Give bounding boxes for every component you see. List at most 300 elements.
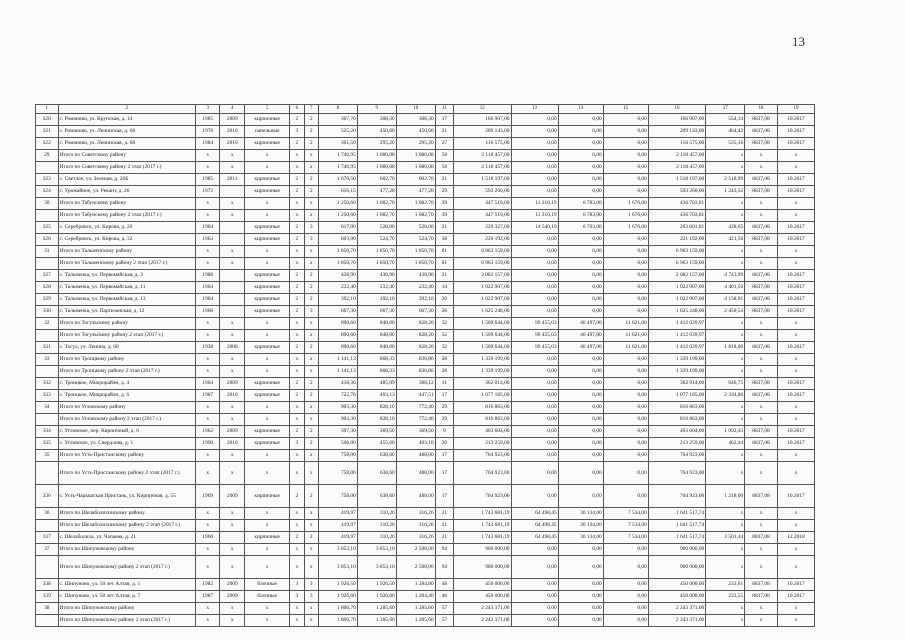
table-cell: 1969: [195, 485, 220, 508]
table-cell: х: [745, 462, 778, 485]
table-cell: х: [245, 615, 290, 627]
table-cell: х: [220, 603, 245, 615]
table-cell: х: [777, 520, 814, 532]
table-cell: 17: [435, 390, 453, 402]
table-cell: 477,28: [396, 186, 435, 198]
table-cell: 57: [435, 603, 453, 615]
table-cell: 428,65: [706, 222, 745, 234]
table-cell: 8837,08: [745, 222, 778, 234]
table-cell: 0,00: [603, 282, 648, 294]
table-cell: 2 082 157,00: [648, 270, 705, 282]
table-cell: 421,56: [706, 234, 745, 246]
table-cell: 438,90: [357, 270, 396, 282]
table-cell: 1 412 039,97: [648, 318, 705, 330]
table-cell: х: [777, 603, 814, 615]
table-cell: 0,00: [603, 462, 648, 485]
table-cell: кирпичные: [245, 532, 290, 544]
table-cell: х: [777, 450, 814, 462]
table-cell: Итого по Угловскому району: [58, 402, 195, 414]
table-cell: 336: [36, 485, 59, 508]
table-cell: 1964: [195, 294, 220, 306]
table-cell: [220, 270, 245, 282]
table-cell: х: [195, 162, 220, 174]
table-cell: 0,00: [558, 426, 603, 438]
table-cell: 322: [36, 138, 59, 150]
total-row: [36, 544, 815, 556]
table-cell: 0,00: [603, 174, 648, 186]
table-cell: 2: [304, 186, 318, 198]
table-cell: 2 118 457,00: [648, 150, 705, 162]
table-cell: 0,00: [603, 234, 648, 246]
table-cell: 203 601,81: [648, 222, 705, 234]
table-cell: 17: [435, 114, 453, 126]
table-cell: 332: [36, 378, 59, 390]
table-cell: 0,00: [511, 126, 558, 138]
table-cell: [220, 282, 245, 294]
table-cell: 333: [36, 390, 59, 402]
table-cell: 506,00: [318, 438, 357, 450]
table-cell: 1 412 039,97: [648, 330, 705, 342]
total-row: [36, 615, 815, 627]
table-cell: 64 498,45: [511, 508, 558, 520]
table-cell: х: [706, 150, 745, 162]
table-cell: 321: [36, 126, 59, 138]
table-cell: 10.2017: [777, 222, 814, 234]
table-cell: [220, 234, 245, 246]
table-cell: 8837,08: [745, 114, 778, 126]
table-cell: 0,00: [511, 438, 558, 450]
table-cell: 33: [36, 354, 59, 366]
total-row: [36, 162, 815, 174]
table-cell: 0,00: [511, 579, 558, 591]
table-cell: 2011: [220, 174, 245, 186]
table-cell: 1 082,70: [396, 198, 435, 210]
table-cell: [36, 258, 59, 270]
table-cell: 2009: [220, 591, 245, 603]
table-cell: х: [745, 556, 778, 579]
table-cell: 3: [290, 591, 304, 603]
table-cell: 828,10: [357, 414, 396, 426]
table-cell: 0,00: [511, 591, 558, 603]
table-cell: х: [745, 330, 778, 342]
table-cell: 450,60: [396, 126, 435, 138]
table-cell: 8837,08: [745, 378, 778, 390]
table-cell: 764 923,00: [648, 462, 705, 485]
table-cell: 64 498,45: [511, 520, 558, 532]
table-cell: х: [304, 414, 318, 426]
table-cell: х: [245, 210, 290, 222]
table-cell: 367,70: [318, 114, 357, 126]
table-cell: 233,61: [706, 579, 745, 591]
table-cell: х: [745, 366, 778, 378]
table-cell: 39: [435, 198, 453, 210]
table-cell: 2 508,00: [396, 556, 435, 579]
table-cell: 10.2017: [777, 138, 814, 150]
table-cell: 1 339 199,00: [454, 354, 511, 366]
table-cell: 48: [435, 579, 453, 591]
table-cell: кирпичные: [245, 270, 290, 282]
column-number: 9: [357, 105, 396, 114]
table-cell: 21: [435, 126, 453, 138]
table-cell: х: [195, 544, 220, 556]
table-cell: 0,00: [603, 186, 648, 198]
table-cell: х: [245, 603, 290, 615]
table-cell: 0,00: [603, 544, 648, 556]
table-cell: 1982: [195, 579, 220, 591]
table-cell: кирпичные: [245, 114, 290, 126]
table-cell: с. Урожайное, ул. Рекант, д. 26: [58, 186, 195, 198]
table-cell: 99 455,03: [511, 318, 558, 330]
table-cell: х: [290, 615, 304, 627]
table-row: [36, 438, 815, 450]
table-cell: кирпичные: [245, 294, 290, 306]
table-cell: 32: [435, 330, 453, 342]
column-number: 14: [558, 105, 603, 114]
table-cell: 81: [435, 246, 453, 258]
column-number: 5: [245, 105, 290, 114]
table-cell: х: [706, 615, 745, 627]
total-row: [36, 414, 815, 426]
table-cell: 30 134,00: [558, 520, 603, 532]
table-cell: [36, 414, 59, 426]
table-cell: 10.2017: [777, 174, 814, 186]
table-row: [36, 222, 815, 234]
table-cell: 0,00: [511, 450, 558, 462]
table-cell: х: [745, 603, 778, 615]
table-cell: х: [220, 258, 245, 270]
table-cell: 535,16: [706, 138, 745, 150]
table-cell: 0,00: [511, 246, 558, 258]
table-cell: [220, 532, 245, 544]
table-cell: 2: [304, 282, 318, 294]
table-cell: 0,00: [603, 438, 648, 450]
table-cell: с. Тальменка, ул. Партизанская, д. 12: [58, 306, 195, 318]
table-cell: кирпичные: [245, 138, 290, 150]
table-cell: 330: [36, 306, 59, 318]
table-cell: 764 923,00: [454, 485, 511, 508]
table-cell: х: [706, 402, 745, 414]
table-cell: 28: [435, 366, 453, 378]
table-cell: 1 676,00: [603, 222, 648, 234]
table-cell: 369,50: [396, 426, 435, 438]
table-cell: 2 118 457,00: [454, 162, 511, 174]
table-cell: 1 518 197,00: [648, 174, 705, 186]
table-cell: 1 218,00: [706, 485, 745, 508]
table-cell: 1 022 907,00: [648, 294, 705, 306]
table-cell: 94: [435, 544, 453, 556]
table-cell: с. Романово, ул. Крупская, д. 14: [58, 114, 195, 126]
table-cell: 2008: [220, 342, 245, 354]
table-cell: 1 082,70: [357, 210, 396, 222]
table-cell: х: [777, 258, 814, 270]
table-cell: Итого по Шипуновскому району: [58, 544, 195, 556]
table-cell: х: [777, 556, 814, 579]
column-number: 3: [195, 105, 220, 114]
table-cell: 0,00: [558, 126, 603, 138]
table-cell: х: [220, 462, 245, 485]
table-cell: х: [195, 150, 220, 162]
table-cell: с. Усть-Чарышская Пристань, ул. Кирпичная, д. 55: [58, 485, 195, 508]
column-number: 8: [318, 105, 357, 114]
table-cell: 667,30: [396, 306, 435, 318]
table-cell: х: [290, 544, 304, 556]
table-cell: 308,30: [396, 114, 435, 126]
table-cell: с. Шипуново, ул. 50 лет Алтая, д. 5: [58, 579, 195, 591]
table-cell: 0,00: [558, 282, 603, 294]
table-cell: 308,30: [357, 114, 396, 126]
table-cell: 848,00: [357, 318, 396, 330]
table-cell: 0,00: [511, 414, 558, 426]
table-cell: 233,55: [706, 591, 745, 603]
table-cell: 316,26: [396, 520, 435, 532]
table-cell: 10.2017: [777, 591, 814, 603]
table-cell: х: [195, 366, 220, 378]
table-cell: [220, 294, 245, 306]
table-cell: 903,30: [318, 402, 357, 414]
table-cell: 1 641 517,74: [648, 532, 705, 544]
table-cell: 32: [36, 318, 59, 330]
table-row: [36, 282, 815, 294]
table-cell: 8837,08: [745, 234, 778, 246]
table-cell: х: [245, 198, 290, 210]
table-cell: 0,00: [558, 150, 603, 162]
table-cell: х: [777, 150, 814, 162]
table-cell: 419,97: [318, 520, 357, 532]
table-cell: 1 141,13: [318, 366, 357, 378]
table-cell: 1 676,00: [603, 210, 648, 222]
table-cell: 8837,08: [745, 426, 778, 438]
table-cell: 2010: [220, 438, 245, 450]
table-cell: 602,70: [396, 174, 435, 186]
table-cell: 0,00: [558, 186, 603, 198]
table-cell: 362 014,00: [454, 378, 511, 390]
table-cell: 1 806,70: [318, 603, 357, 615]
table-cell: 0,00: [558, 544, 603, 556]
table-cell: х: [304, 462, 318, 485]
table-cell: 232,40: [396, 282, 435, 294]
table-cell: 1 806,70: [318, 615, 357, 627]
table-cell: 450 000,00: [648, 579, 705, 591]
table-cell: 17: [435, 485, 453, 508]
total-row: [36, 210, 815, 222]
table-cell: 1 509 644,00: [454, 318, 511, 330]
table-cell: 0,00: [603, 294, 648, 306]
table-cell: 11 621,00: [603, 342, 648, 354]
table-cell: с. Шелаболиха, ул. Чапаева, д. 21: [58, 532, 195, 544]
table-cell: 3: [290, 126, 304, 138]
table-cell: х: [245, 162, 290, 174]
table-cell: 26: [435, 306, 453, 318]
table-cell: х: [245, 246, 290, 258]
table-cell: 602,70: [357, 174, 396, 186]
table-cell: 3 501,44: [706, 532, 745, 544]
table-cell: 1964: [195, 378, 220, 390]
table-cell: 1 509 644,00: [454, 330, 511, 342]
table-cell: 1 339 199,00: [648, 354, 705, 366]
table-cell: х: [706, 318, 745, 330]
total-row: [36, 520, 815, 532]
table-cell: 30 134,00: [558, 532, 603, 544]
table-cell: 8837,08: [745, 186, 778, 198]
table-cell: 1 850,70: [396, 258, 435, 270]
table-cell: 403 604,00: [648, 426, 705, 438]
table-cell: х: [745, 162, 778, 174]
table-cell: 0,00: [511, 258, 558, 270]
table-cell: 320: [36, 114, 59, 126]
table-cell: 1964: [195, 222, 220, 234]
table-cell: 0,00: [558, 306, 603, 318]
table-cell: 764 923,00: [454, 450, 511, 462]
table-cell: 2 450,54: [706, 306, 745, 318]
table-cell: 232,40: [357, 282, 396, 294]
table-cell: 436 703,81: [648, 198, 705, 210]
table-cell: кирпичные: [245, 342, 290, 354]
table-cell: 0,00: [603, 270, 648, 282]
table-cell: 2: [304, 438, 318, 450]
table-cell: 10.2017: [777, 114, 814, 126]
table-cell: 0,00: [558, 234, 603, 246]
table-cell: 1 743 681,19: [454, 508, 511, 520]
table-cell: Итого по Советскому району 2 этап (2017 г.): [58, 162, 195, 174]
table-cell: х: [745, 318, 778, 330]
table-cell: 3: [304, 234, 318, 246]
table-cell: х: [290, 508, 304, 520]
table-cell: 21: [435, 508, 453, 520]
table-cell: 7 534,00: [603, 520, 648, 532]
table-cell: 1 250,60: [318, 210, 357, 222]
table-cell: 397,30: [318, 426, 357, 438]
table-cell: х: [290, 198, 304, 210]
table-cell: 0,00: [511, 186, 558, 198]
table-cell: 2: [290, 270, 304, 282]
column-number: 2: [58, 105, 195, 114]
table-cell: х: [745, 150, 778, 162]
table-cell: х: [220, 402, 245, 414]
table-cell: х: [245, 150, 290, 162]
table-cell: х: [220, 520, 245, 532]
table-cell: 10.2017: [777, 485, 814, 508]
table-cell: х: [706, 246, 745, 258]
table-cell: 1960: [195, 532, 220, 544]
table-cell: 325: [36, 222, 59, 234]
table-cell: Итого по Шелаболихинскому району 2 этап (2017 г.): [58, 520, 195, 532]
table-cell: 0,00: [603, 114, 648, 126]
table-row: [36, 234, 815, 246]
table-cell: 1 141,13: [318, 354, 357, 366]
table-cell: х: [745, 544, 778, 556]
table-cell: х: [304, 508, 318, 520]
table-cell: 337: [36, 532, 59, 544]
table-cell: 2: [304, 138, 318, 150]
table-cell: 10.2017: [777, 282, 814, 294]
table-cell: х: [245, 354, 290, 366]
table-cell: х: [290, 462, 304, 485]
table-cell: 0,00: [603, 556, 648, 579]
table-cell: 1 285,60: [357, 603, 396, 615]
table-cell: 2010: [220, 390, 245, 402]
table-cell: 1 250,60: [318, 198, 357, 210]
table-cell: 316,26: [396, 508, 435, 520]
table-cell: х: [304, 556, 318, 579]
table-cell: 0,00: [511, 366, 558, 378]
table-cell: 338: [36, 579, 59, 591]
table-cell: х: [220, 544, 245, 556]
table-cell: 166 907,00: [454, 114, 511, 126]
table-cell: х: [220, 556, 245, 579]
table-cell: х: [745, 198, 778, 210]
table-cell: 213 259,00: [648, 438, 705, 450]
table-cell: 339: [36, 591, 59, 603]
table-row: [36, 579, 815, 591]
table-cell: с. Тальменка, ул. Первомайская, д. 3: [58, 270, 195, 282]
table-cell: 1 743 681,19: [454, 520, 511, 532]
table-cell: 8837,08: [745, 532, 778, 544]
table-cell: х: [745, 210, 778, 222]
table-cell: с. Романово, ул. Ленинская, д. 68: [58, 138, 195, 150]
table-cell: 21: [435, 174, 453, 186]
table-cell: 0,00: [603, 485, 648, 508]
table-cell: 848,00: [357, 342, 396, 354]
table-cell: 1 412 039,97: [648, 342, 705, 354]
table-cell: 0,00: [603, 426, 648, 438]
table-cell: х: [777, 210, 814, 222]
table-cell: х: [195, 462, 220, 485]
table-cell: 0,00: [558, 138, 603, 150]
table-cell: [36, 210, 59, 222]
table-cell: блочные: [245, 591, 290, 603]
table-cell: х: [290, 162, 304, 174]
table-cell: 1 082,70: [396, 210, 435, 222]
table-cell: х: [745, 450, 778, 462]
table-cell: 0,00: [558, 174, 603, 186]
table-cell: 1 746,95: [318, 150, 357, 162]
table-cell: 39: [435, 210, 453, 222]
table-cell: 2 118 457,00: [648, 162, 705, 174]
table-cell: х: [777, 615, 814, 627]
table-cell: 8837,08: [745, 579, 778, 591]
table-cell: х: [777, 198, 814, 210]
table-cell: 2 243 371,00: [648, 615, 705, 627]
table-cell: 29: [435, 186, 453, 198]
table-cell: х: [304, 246, 318, 258]
table-cell: 8837,08: [745, 174, 778, 186]
table-cell: х: [290, 414, 304, 426]
table-cell: х: [745, 354, 778, 366]
table-cell: 8837,08: [745, 270, 778, 282]
total-row: [36, 258, 815, 270]
table-cell: 0,00: [511, 390, 558, 402]
table-cell: [36, 462, 59, 485]
table-cell: 450 000,00: [454, 579, 511, 591]
table-cell: 0,00: [603, 591, 648, 603]
table-cell: 10.2017: [777, 126, 814, 138]
column-number: 10: [396, 105, 435, 114]
table-cell: 2010: [220, 138, 245, 150]
table-cell: 722,76: [318, 390, 357, 402]
table-cell: х: [745, 414, 778, 426]
table-cell: 221 192,00: [648, 234, 705, 246]
table-cell: 8837,08: [745, 126, 778, 138]
table-cell: 9: [435, 426, 453, 438]
table-cell: 816 863,00: [454, 414, 511, 426]
table-cell: 38: [36, 603, 59, 615]
table-cell: 1 080,08: [357, 150, 396, 162]
table-cell: х: [304, 544, 318, 556]
table-cell: 2 243 371,00: [648, 603, 705, 615]
table-cell: 10.2017: [777, 342, 814, 354]
table-cell: 29: [435, 402, 453, 414]
table-cell: х: [745, 258, 778, 270]
